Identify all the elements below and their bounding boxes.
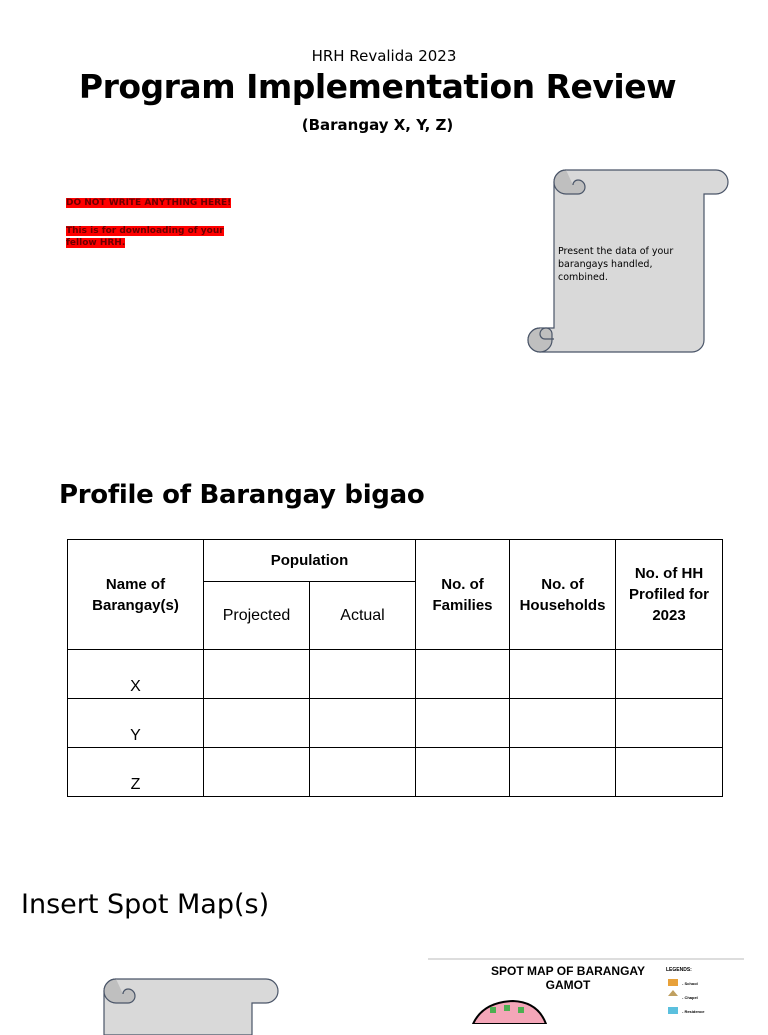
table-cell[interactable] xyxy=(510,650,616,699)
table-cell[interactable] xyxy=(310,699,416,748)
warning-text-1: DO NOT WRITE ANYTHING HERE! xyxy=(66,198,232,208)
table-row xyxy=(68,650,723,699)
spot-map-title: SPOT MAP OF BARANGAY GAMOT xyxy=(490,964,646,992)
table-cell[interactable] xyxy=(416,650,510,699)
table-cell[interactable] xyxy=(416,748,510,797)
warning-line-2 xyxy=(66,225,246,249)
table-cell[interactable] xyxy=(510,748,616,797)
table-row xyxy=(68,699,723,748)
table-cell[interactable] xyxy=(616,699,723,748)
profile-table xyxy=(67,539,723,797)
table-header-row xyxy=(68,540,723,582)
table-cell[interactable] xyxy=(310,748,416,797)
col-actual-header: Actual xyxy=(310,582,416,650)
col-households-header: No. of Households xyxy=(510,540,616,650)
col-name-header: Name of Barangay(s) xyxy=(68,540,204,650)
table-cell[interactable] xyxy=(616,748,723,797)
table-cell[interactable] xyxy=(310,650,416,699)
profile-heading: Profile of Barangay bigao xyxy=(59,480,425,510)
col-profiled-header: No. of HH Profiled for 2023 xyxy=(616,540,723,650)
table-cell[interactable] xyxy=(204,650,310,699)
spot-map-heading: Insert Spot Map(s) xyxy=(21,889,270,920)
header-subtitle: HRH Revalida 2023 xyxy=(311,47,457,65)
scroll-note-shape-2 xyxy=(100,975,280,1035)
table-cell[interactable] xyxy=(510,699,616,748)
warning-line-1 xyxy=(66,197,231,209)
row-label-y: Y xyxy=(68,699,204,748)
col-population-header: Population xyxy=(204,540,416,582)
table-cell[interactable] xyxy=(204,699,310,748)
spot-map-image xyxy=(428,957,744,1024)
legend-residence: - Residence xyxy=(682,1009,705,1014)
spot-map-legend-title: LEGENDS: xyxy=(666,967,692,973)
legend-chapel: - Chapel xyxy=(682,995,698,1000)
col-projected-header: Projected xyxy=(204,582,310,650)
legend-school: - School xyxy=(682,981,698,986)
table-row xyxy=(68,748,723,797)
page-title: Program Implementation Review xyxy=(78,67,677,106)
barangay-subtitle: (Barangay X, Y, Z) xyxy=(301,116,454,134)
warning-text-2: This is for downloading of your fellow HRH. xyxy=(66,226,224,248)
table-cell[interactable] xyxy=(416,699,510,748)
row-label-x: X xyxy=(68,650,204,699)
scroll-note-text: Present the data of your barangays handled, combined. xyxy=(558,246,674,283)
col-families-header: No. of Families xyxy=(416,540,510,650)
table-cell[interactable] xyxy=(616,650,723,699)
table-cell[interactable] xyxy=(204,748,310,797)
row-label-z: Z xyxy=(68,748,204,797)
